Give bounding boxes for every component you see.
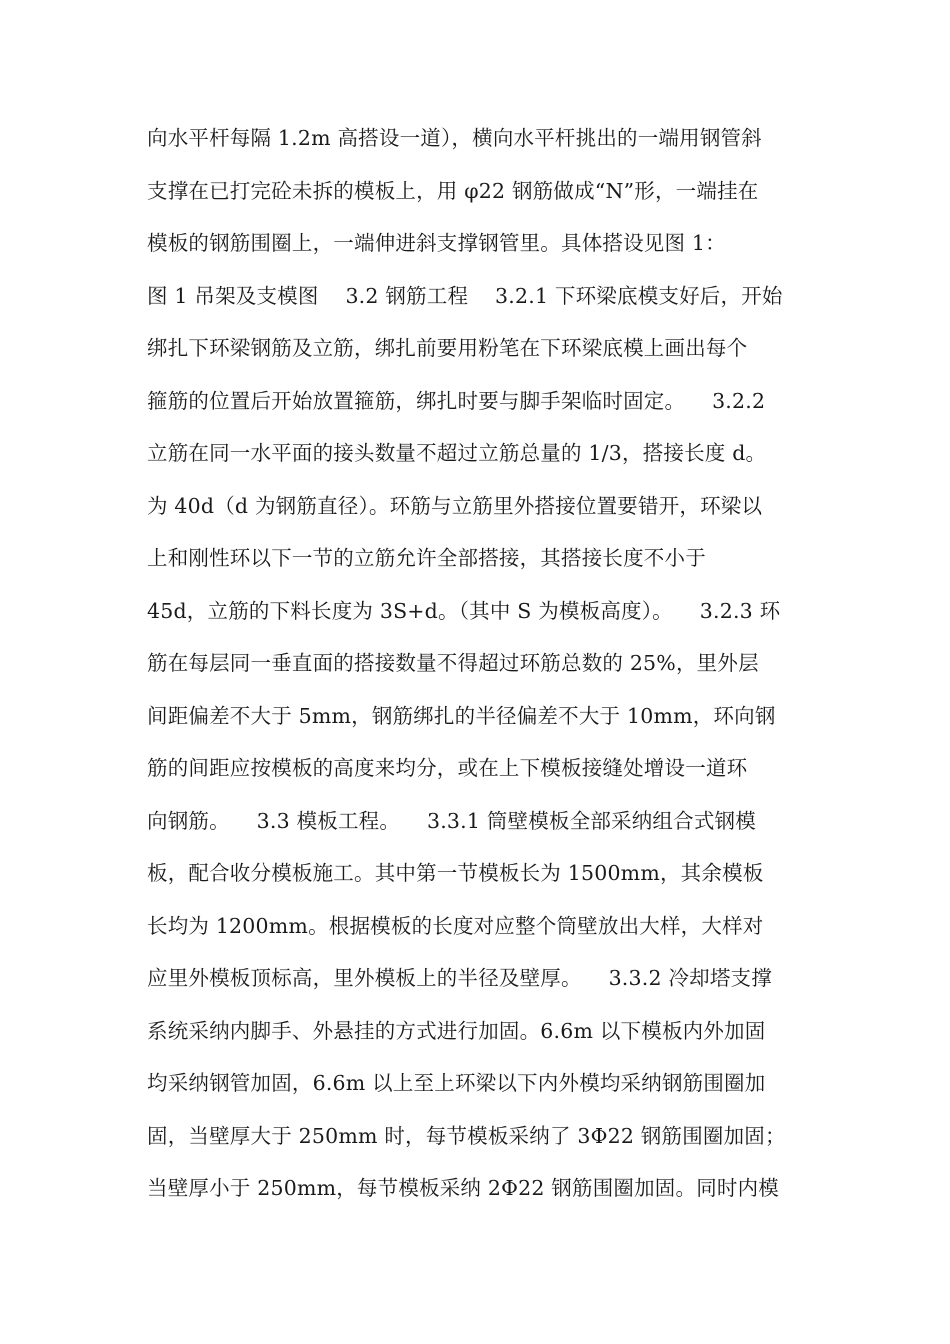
text-line: 向钢筋。 3.3 模板工程。 3.3.1 筒壁模板全部采纳组合式钢模 — [147, 808, 756, 833]
text-line: 45d，立筋的下料长度为 3S+d。（其中 S 为模板高度）。 3.2.3 环 — [147, 598, 781, 623]
text-line: 筋的间距应按模板的高度来均分，或在上下模板接缝处增设一道环 — [147, 756, 748, 780]
text-line: 支撑在已打完砼未拆的模板上，用 φ22 钢筋做成“N”形，一端挂在 — [147, 178, 759, 203]
text-line: 间距偏差不大于 5mm，钢筋绑扎的半径偏差不大于 10mm，环向钢 — [147, 703, 776, 728]
text-line: 上和刚性环以下一节的立筋允许全部搭接，其搭接长度不小于 — [147, 546, 706, 570]
text-line: 立筋在同一水平面的接头数量不超过立筋总量的 1/3，搭接长度 d。 — [147, 441, 767, 465]
text-line: 系统采纳内脚手、外悬挂的方式进行加固。6.6m 以下模板内外加固 — [147, 1018, 766, 1043]
text-line: 板，配合收分模板施工。其中第一节模板长为 1500mm，其余模板 — [147, 861, 764, 885]
text-line: 固，当壁厚大于 250mm 时，每节模板采纳了 3Φ22 钢筋围圈加固； — [147, 1123, 786, 1148]
text-line: 当壁厚小于 250mm，每节模板采纳 2Φ22 钢筋围圈加固。同时内模 — [147, 1176, 779, 1200]
text-line: 图 1 吊架及支模图 3.2 钢筋工程 3.2.1 下环梁底模支好后，开始 — [147, 283, 783, 308]
text-line: 筋在每层同一垂直面的搭接数量不得超过环筋总数的 25%，里外层 — [147, 651, 759, 675]
text-line: 应里外模板顶标高，里外模板上的半径及壁厚。 3.3.2 冷却塔支撑 — [147, 966, 772, 990]
text-line: 为 40d（d 为钢筋直径）。环筋与立筋里外搭接位置要错开，环梁以 — [147, 493, 763, 518]
text-line: 长均为 1200mm。根据模板的长度对应整个筒壁放出大样，大样对 — [147, 913, 764, 938]
text-line: 模板的钢筋围圈上，一端伸进斜支撑钢管里。具体搭设见图 1： — [147, 231, 726, 255]
text-line: 向水平杆每隔 1.2m 高搭设一道），横向水平杆挑出的一端用钢管斜 — [147, 126, 762, 150]
body-text — [147, 114, 807, 1217]
text-line: 均采纳钢管加固，6.6m 以上至上环梁以下内外模均采纳钢筋围圈加 — [147, 1071, 766, 1095]
text-line: 绑扎下环梁钢筋及立筋，绑扎前要用粉笔在下环梁底模上画出每个 — [147, 336, 748, 360]
text-line: 箍筋的位置后开始放置箍筋，绑扎时要与脚手架临时固定。 3.2.2 — [147, 388, 766, 413]
